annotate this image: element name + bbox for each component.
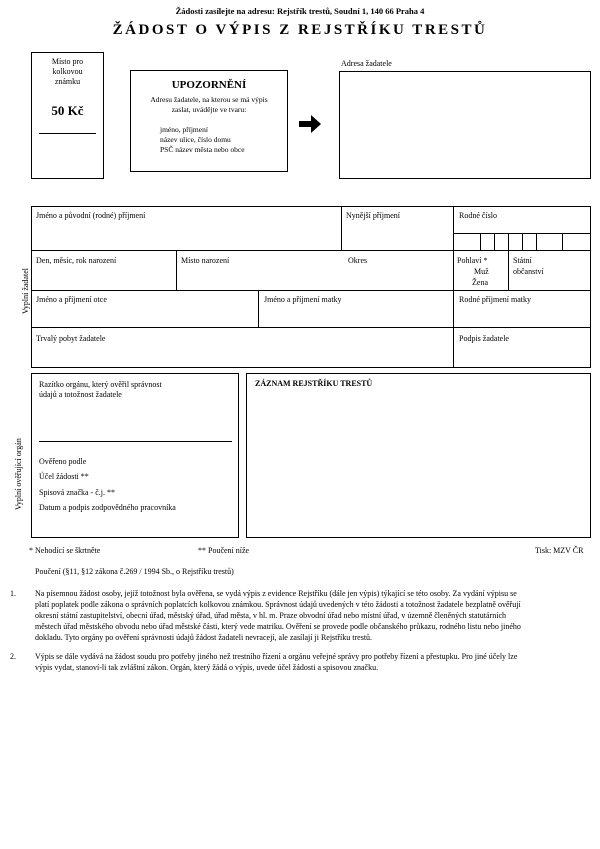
- mailing-address-line: Žádosti zasílejte na adresu: Rejstřík trestů, Soudní 1, 140 66 Praha 4: [175, 6, 425, 16]
- address-label: Adresa žadatele: [341, 59, 392, 68]
- notice-text-4: název ulice, číslo domu: [160, 135, 231, 144]
- current-surname-label: Nynější příjmení: [346, 211, 400, 220]
- stamp-label-1: Místo pro: [51, 57, 84, 66]
- district-label: Okres: [348, 256, 368, 265]
- grid-line: [508, 250, 509, 290]
- notice-text-5: PSČ název města nebo obce: [160, 145, 245, 154]
- grid-line: [258, 290, 259, 327]
- verified-by-label: Ověřeno podle: [39, 457, 87, 466]
- notice-text-1: Adresu žadatele, na kterou se má výpis: [150, 95, 268, 104]
- birth-date-label: Den, měsíc, rok narození: [36, 256, 117, 265]
- grid-line: [536, 233, 537, 250]
- grid-line: [176, 250, 177, 290]
- grid-line: [453, 206, 454, 368]
- citizenship-label-2: občanství: [513, 267, 544, 276]
- notice-text-3: jméno, příjmení: [160, 125, 208, 134]
- sex-male-option[interactable]: Muž: [474, 267, 489, 276]
- mother-birth-surname-label: Rodné příjmení matky: [459, 295, 531, 304]
- sex-label: Pohlaví *: [457, 256, 488, 265]
- notice-text-2: zaslat, uvádějte ve tvaru:: [171, 105, 247, 114]
- verification-box: [31, 373, 239, 538]
- record-heading: ZÁZNAM REJSTŘÍKU TRESTŮ: [255, 379, 373, 388]
- paragraph-2-line-2: výpis vydat, stanoví-li tak zvláštní zákon. Orgán, který žádá o výpis, uvede účel žádosti a spisovou značku.: [35, 663, 379, 672]
- birth-number-label: Rodné číslo: [459, 211, 497, 220]
- grid-line: [562, 233, 563, 250]
- grid-line: [31, 290, 591, 291]
- footnote-instruction: ** Poučení níže: [198, 546, 250, 555]
- name-birth-surname-label: Jméno a původní (rodné) příjmení: [36, 211, 146, 220]
- paragraph-2-number: 2.: [10, 652, 16, 661]
- father-name-label: Jméno a příjmení otce: [36, 295, 107, 304]
- applicant-section-label: Vyplní žadatel: [21, 268, 30, 314]
- footnote-strike: * Nehodící se škrtněte: [29, 546, 101, 555]
- print-note: Tisk: MZV ČR: [535, 546, 584, 555]
- paragraph-1-number: 1.: [10, 589, 16, 598]
- applicant-address-field[interactable]: [339, 71, 591, 179]
- grid-line: [522, 233, 523, 250]
- verify-stamp-label-1: Razítko orgánu, který ověřil správnost: [39, 380, 162, 389]
- grid-line: [494, 233, 495, 250]
- paragraph-1-line-5: dokladu. Tyto orgány po ověření správnosti údajů žádost žadateli nevracejí, ale zasílají ji Rejstříku trestů.: [35, 633, 373, 642]
- paragraph-1-line-4: městech úřad městského obvodu nebo úřad městské části, který vede matriku. Ověření se provede podle občanského průkazu, rodného listu nebo jiného: [35, 622, 521, 631]
- stamp-underline: [39, 133, 96, 134]
- date-signature-label: Datum a podpis zodpovědného pracovníka: [39, 503, 176, 512]
- paragraph-2-line-1: Výpis se dále vydává na žádost soudu pro potřeby jiného než trestního řízení a orgánu veřejné správy pro potřeby řízení a přestupku. Pro jiné účely lze: [35, 652, 518, 661]
- paragraph-1-line-3: okresní státní zastupitelství, obecní úřad, městský úřad, úřad města, v hl. m. Praze obvodní úřad nebo místní úřad, v územně členěných statutárních: [35, 611, 506, 620]
- verify-section-label: Vyplní ověřující orgán: [14, 438, 23, 510]
- paragraph-1-line-2: platí poplatek podle zákona o správních poplatcích kolkovou známkou. Správnost údajů uvedených v této žádosti a totožnost žadatele bezplatně ověřují: [35, 600, 521, 609]
- stamp-amount: 50 Kč: [51, 103, 84, 118]
- stamp-label-3: známku: [54, 77, 81, 86]
- residence-label: Trvalý pobyt žadatele: [36, 334, 106, 343]
- grid-line: [31, 327, 591, 328]
- criminal-record-box: [246, 373, 591, 538]
- stamp-label-2: kolkovou: [52, 67, 83, 76]
- grid-line: [341, 206, 342, 250]
- purpose-label: Účel žádosti **: [39, 472, 89, 481]
- grid-line: [480, 233, 481, 250]
- notice-heading: UPOZORNĚNÍ: [171, 79, 247, 91]
- grid-line: [508, 233, 509, 250]
- paragraph-1-line-1: Na písemnou žádost osoby, jejíž totožnost byla ověřena, se vydá výpis z evidence Rejstříku (dále jen výpis) týkající se této osoby. Za vydání výpisu se: [35, 589, 517, 598]
- grid-line: [31, 250, 591, 251]
- verify-stamp-label-2: údajů a totožnost žadatele: [39, 390, 122, 399]
- notice-box: [130, 70, 288, 172]
- signature-label: Podpis žadatele: [459, 334, 509, 343]
- birth-place-label: Místo narození: [181, 256, 230, 265]
- right-arrow-icon: [298, 113, 322, 135]
- file-number-label: Spisová značka - č.j. **: [39, 488, 115, 497]
- page-title: ŽÁDOST O VÝPIS Z REJSTŘÍKU TRESTŮ: [112, 22, 488, 38]
- citizenship-label-1: Státní: [513, 256, 532, 265]
- sex-female-option[interactable]: Žena: [472, 278, 488, 287]
- stamp-box: [31, 52, 104, 179]
- stamp-line: [39, 441, 232, 442]
- instructions-heading: Poučení (§11, §12 zákona č.269 / 1994 Sb., o Rejstříku trestů): [35, 567, 234, 576]
- mother-name-label: Jméno a příjmení matky: [264, 295, 342, 304]
